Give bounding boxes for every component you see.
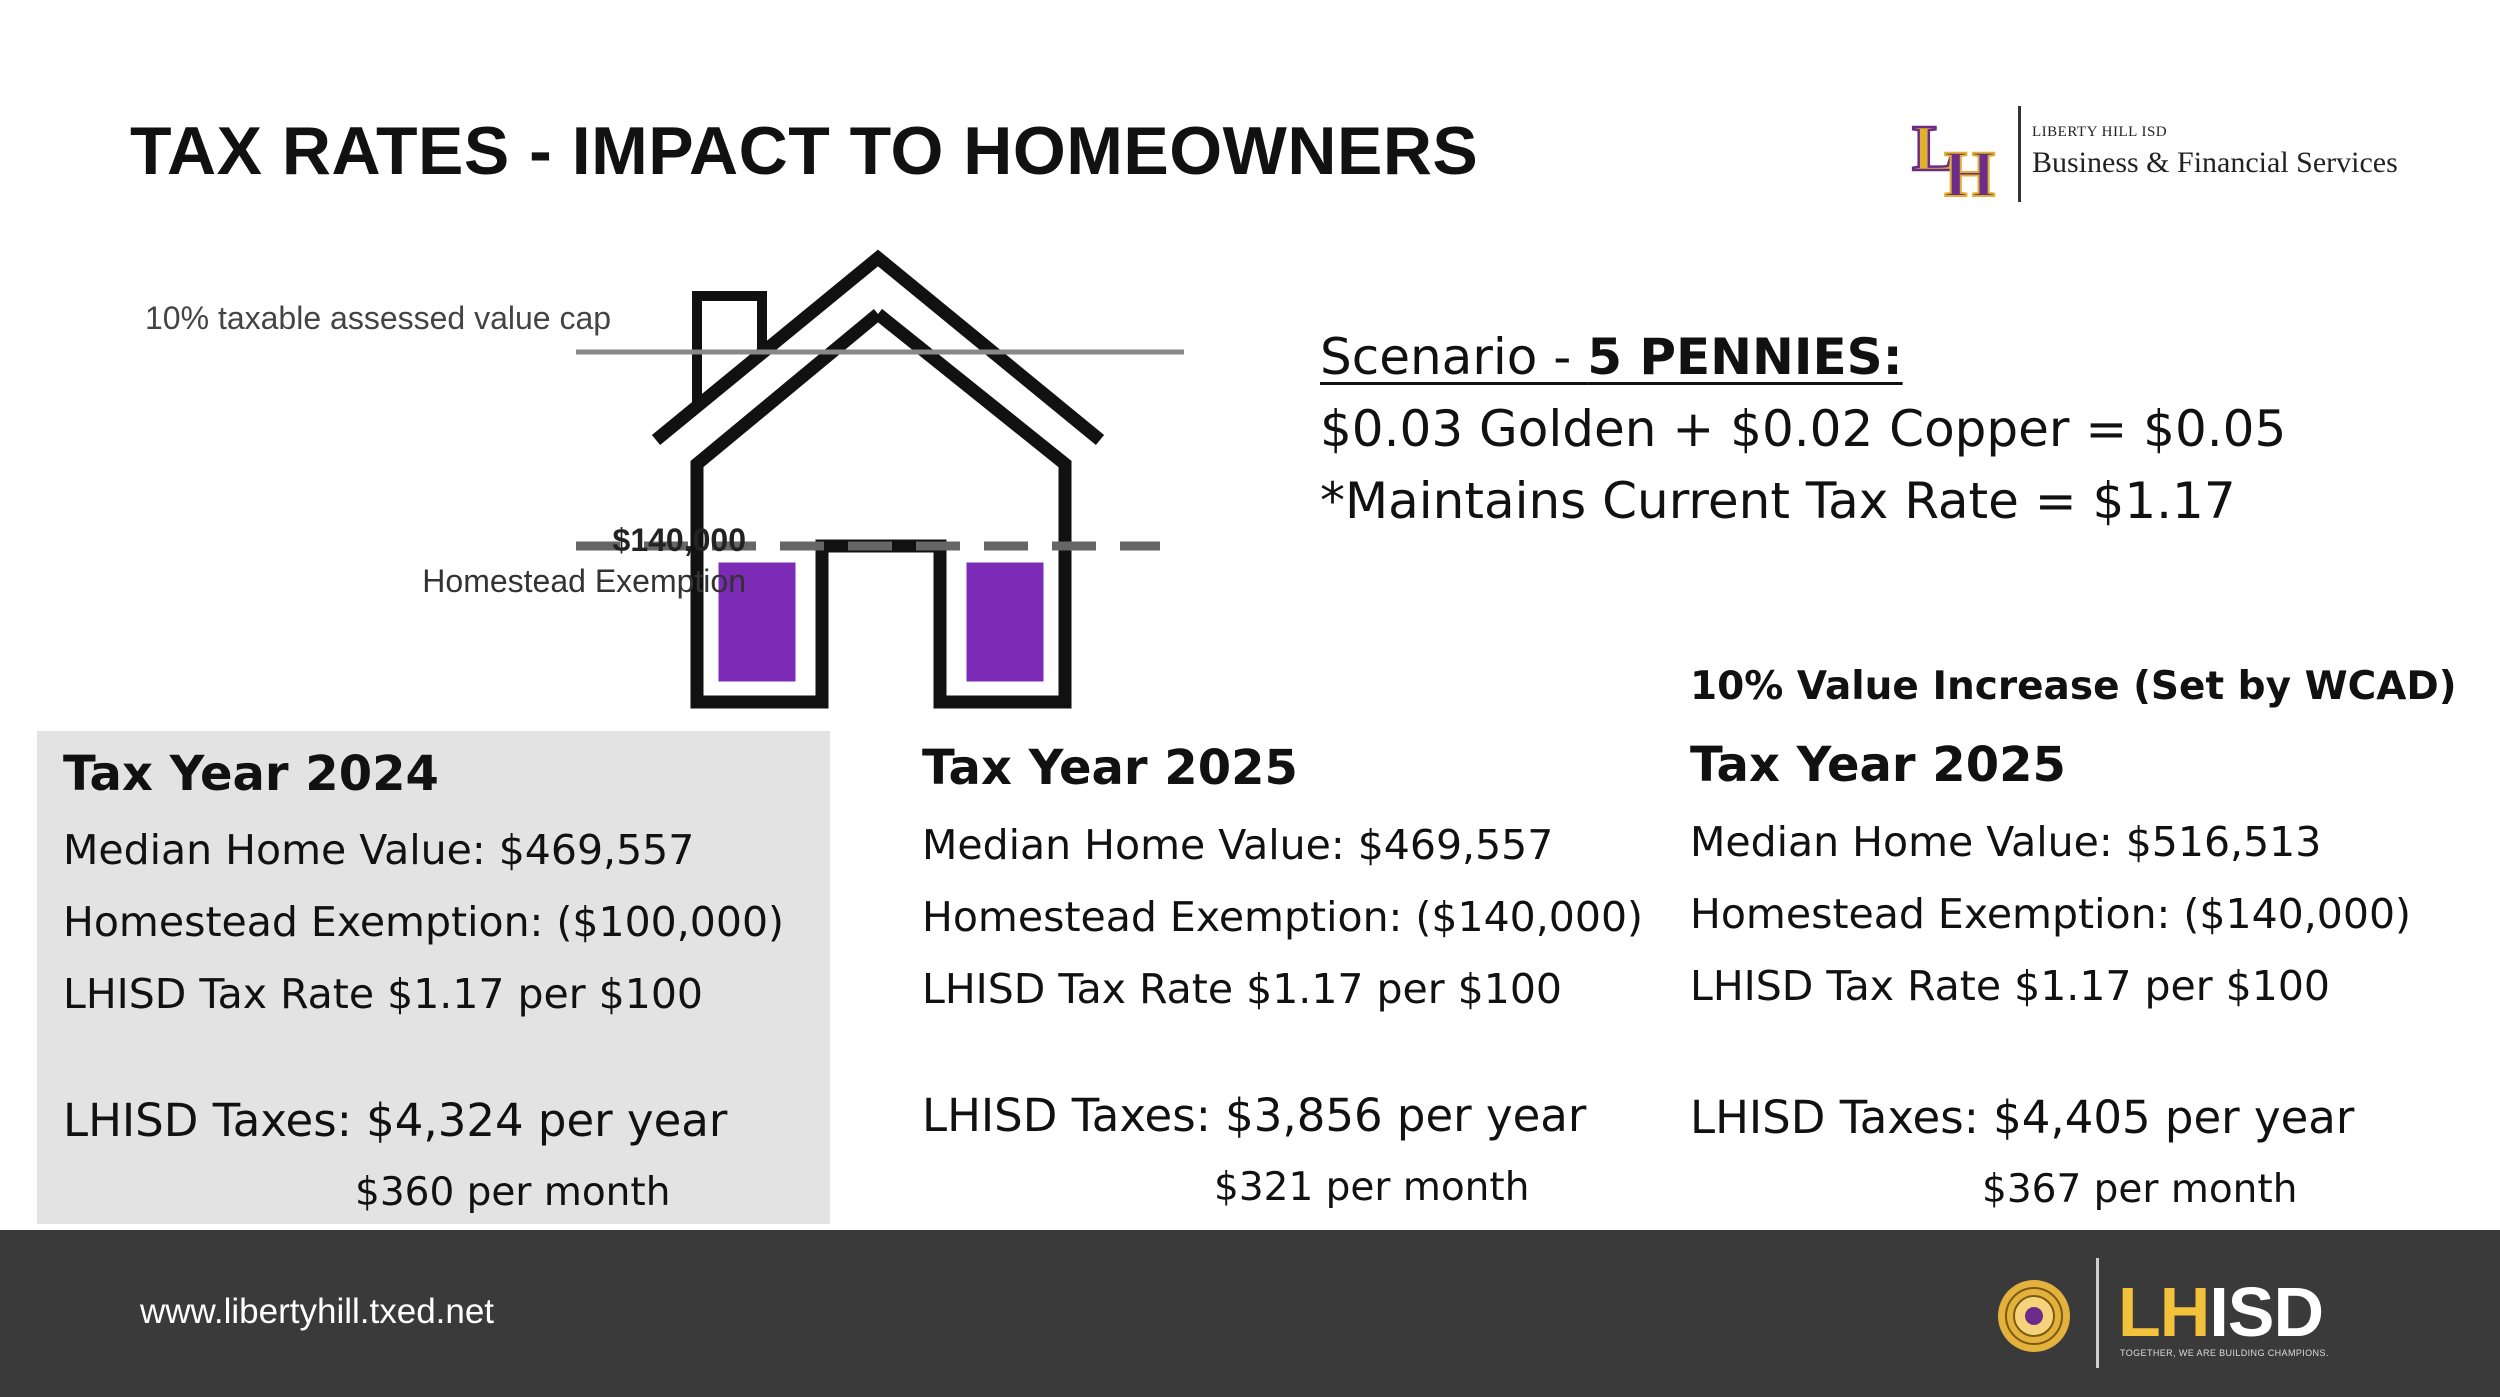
exemption-label: Homestead Exemption bbox=[422, 563, 746, 599]
panel-title: Tax Year 2025 bbox=[922, 740, 1298, 796]
exemption-amount: $140,000 bbox=[612, 522, 746, 558]
footer-website-link[interactable]: www.libertyhill.txed.net bbox=[140, 1292, 495, 1331]
panel-title: Tax Year 2025 bbox=[1690, 737, 2066, 793]
tax-rate: LHISD Tax Rate $1.17 per $100 bbox=[922, 965, 1563, 1013]
tax-rate: LHISD Tax Rate $1.17 per $100 bbox=[63, 970, 704, 1018]
homestead-exemption: Homestead Exemption: ($140,000) bbox=[922, 893, 1644, 941]
taxes-per-year: LHISD Taxes: $3,856 per year bbox=[922, 1089, 1587, 1142]
value-increase-note: 10% Value Increase (Set by WCAD) bbox=[1690, 664, 2457, 709]
tax-rate: LHISD Tax Rate $1.17 per $100 bbox=[1690, 962, 2331, 1010]
lh-monogram-icon bbox=[1910, 106, 2020, 202]
right-window-fill bbox=[964, 560, 1046, 684]
scenario-label: Scenario - bbox=[1320, 328, 1588, 386]
footer-bar bbox=[0, 1230, 2500, 1397]
logo-department-name: Business & Financial Services bbox=[2032, 146, 2398, 179]
panel-title: Tax Year 2024 bbox=[63, 746, 439, 802]
median-home-value: Median Home Value: $469,557 bbox=[63, 826, 695, 874]
scenario-note: *Maintains Current Tax Rate = $1.17 bbox=[1320, 472, 2236, 530]
taxes-per-month: $360 per month bbox=[355, 1170, 671, 1215]
value-cap-label: 10% taxable assessed value cap bbox=[145, 300, 612, 336]
slide-title: TAX RATES - IMPACT TO HOMEOWNERS bbox=[130, 113, 1479, 189]
logo-district-name: LIBERTY HILL ISD bbox=[2032, 124, 2168, 140]
footer-lhisd-logo bbox=[2118, 1272, 2323, 1352]
homestead-exemption: Homestead Exemption: ($140,000) bbox=[1690, 890, 2412, 938]
taxes-per-month: $367 per month bbox=[1982, 1167, 2298, 1212]
footer-divider bbox=[2096, 1258, 2099, 1368]
footer-tagline: TOGETHER, WE ARE BUILDING CHAMPIONS. bbox=[2120, 1348, 2329, 1358]
scenario-heading bbox=[1320, 328, 1903, 386]
brand-lh: LH bbox=[2118, 1273, 2210, 1351]
house-illustration bbox=[560, 240, 1200, 720]
taxes-per-year: LHISD Taxes: $4,324 per year bbox=[63, 1094, 728, 1147]
district-seal-icon bbox=[1996, 1278, 2072, 1354]
median-home-value: Median Home Value: $516,513 bbox=[1690, 818, 2322, 866]
logo-divider bbox=[2018, 106, 2021, 202]
taxes-per-year: LHISD Taxes: $4,405 per year bbox=[1690, 1091, 2355, 1144]
homestead-exemption: Homestead Exemption: ($100,000) bbox=[63, 898, 785, 946]
scenario-name: 5 PENNIES: bbox=[1587, 328, 1903, 386]
outer-roof bbox=[656, 258, 1100, 440]
district-logo bbox=[1910, 104, 2430, 204]
taxes-per-month: $321 per month bbox=[1214, 1165, 1530, 1210]
scenario-formula: $0.03 Golden + $0.02 Copper = $0.05 bbox=[1320, 400, 2287, 458]
median-home-value: Median Home Value: $469,557 bbox=[922, 821, 1554, 869]
svg-text:H: H bbox=[1944, 138, 1996, 202]
brand-isd: ISD bbox=[2209, 1273, 2324, 1351]
svg-text:L: L bbox=[1912, 112, 1957, 185]
